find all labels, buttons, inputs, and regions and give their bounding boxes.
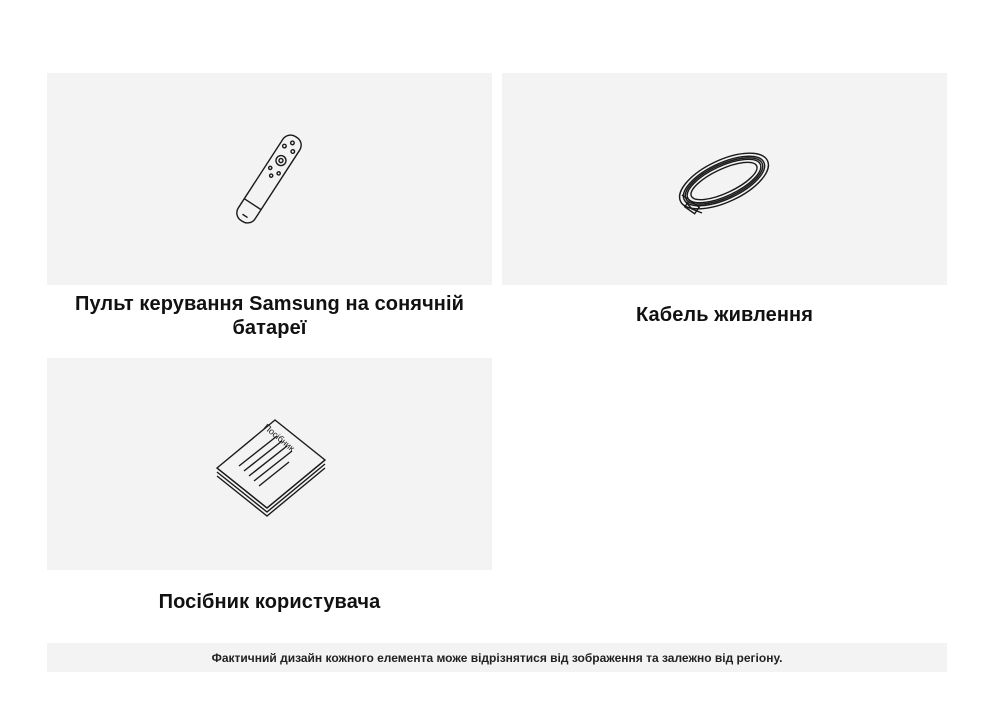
booklet-label: Посібник (261, 421, 297, 454)
solar-remote-control-icon (47, 73, 492, 285)
power-cable-icon (502, 73, 947, 285)
cable-caption: Кабель живлення (635, 304, 813, 326)
manual-caption: Посібник користувача (158, 591, 381, 613)
remote-image-tile (47, 73, 492, 285)
cable-image-tile (502, 73, 947, 285)
manual-image-tile (47, 358, 492, 570)
disclaimer-bar (47, 643, 947, 672)
user-manual-icon (47, 358, 492, 570)
remote-caption: Пульт керування Samsung на сонячній батареї (74, 293, 465, 339)
disclaimer-text: Фактичний дизайн кожного елемента може відрізнятися від зображення та залежно від регіону. (211, 650, 783, 665)
